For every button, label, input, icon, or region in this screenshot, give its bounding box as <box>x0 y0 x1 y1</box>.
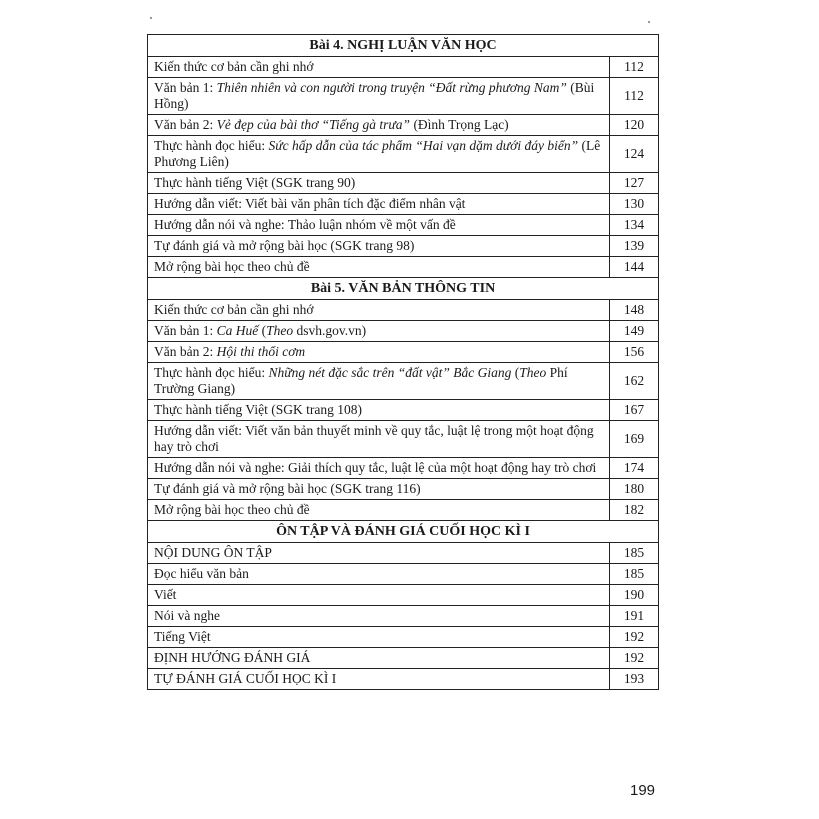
toc-row <box>148 606 659 627</box>
toc-entry-italic-text: Những nét đặc sắc trên “đất vật” Bắc Giang <box>268 365 512 380</box>
toc-entry-italic-text: Theo <box>266 323 294 338</box>
toc-row <box>148 136 659 173</box>
toc-entry-text: ( <box>258 323 267 338</box>
toc-entry-title <box>148 479 610 500</box>
toc-entry-text: NỘI DUNG ÔN TẬP <box>154 545 272 560</box>
toc-row <box>148 648 659 669</box>
toc-entry-text: Văn bản 2: <box>154 344 217 359</box>
toc-entry-page: 167 <box>610 400 659 421</box>
toc-row <box>148 57 659 78</box>
toc-entry-text: (Đình Trọng Lạc) <box>410 117 509 132</box>
toc-entry-title <box>148 585 610 606</box>
toc-row <box>148 458 659 479</box>
toc-entry-text: TỰ ĐÁNH GIÁ CUỐI HỌC KÌ I <box>154 671 337 686</box>
toc-entry-title <box>148 669 610 690</box>
toc-body <box>148 35 659 690</box>
toc-entry-text: Thực hành đọc hiểu: <box>154 138 269 153</box>
toc-entry-title <box>148 342 610 363</box>
section-header <box>148 35 659 57</box>
toc-entry-text: Mở rộng bài học theo chủ đề <box>154 259 310 274</box>
toc-entry-text: Hướng dẫn nói và nghe: Thảo luận nhóm về một vấn đề <box>154 217 456 232</box>
toc-row <box>148 300 659 321</box>
toc-entry-italic-text: Vẻ đẹp của bài thơ “Tiếng gà trưa” <box>216 117 411 132</box>
toc-entry-page: 120 <box>610 115 659 136</box>
toc-entry-page: 190 <box>610 585 659 606</box>
toc-row <box>148 215 659 236</box>
toc-entry-title <box>148 173 610 194</box>
toc-row <box>148 257 659 278</box>
toc-entry-title <box>148 257 610 278</box>
toc-entry-text: Hướng dẫn viết: Viết văn bản thuyết minh về quy tắc, luật lệ trong một hoạt động hay trò chơi <box>154 423 594 454</box>
toc-entry-text: Nói và nghe <box>154 608 220 623</box>
toc-entry-text: Tiếng Việt <box>154 629 211 644</box>
toc-entry-title <box>148 136 610 173</box>
toc-entry-text: Hướng dẫn nói và nghe: Giải thích quy tắc, luật lệ của một hoạt động hay trò chơi <box>154 460 597 475</box>
section-header <box>148 278 659 300</box>
toc-entry-title <box>148 606 610 627</box>
toc-entry-page: 139 <box>610 236 659 257</box>
toc-entry-title <box>148 363 610 400</box>
toc-row <box>148 173 659 194</box>
section-title: Bài 5. VĂN BẢN THÔNG TIN <box>148 278 659 300</box>
toc-entry-page: 192 <box>610 648 659 669</box>
toc-entry-page: 162 <box>610 363 659 400</box>
toc-row <box>148 78 659 115</box>
toc-entry-title <box>148 648 610 669</box>
toc-entry-text: Thực hành đọc hiểu: <box>154 365 269 380</box>
toc-entry-italic-text: Thiên nhiên và con người trong truyện “Đất rừng phương Nam” <box>216 80 567 95</box>
toc-entry-text: Văn bản 1: <box>154 80 217 95</box>
toc-entry-page: 144 <box>610 257 659 278</box>
toc-entry-text: Tự đánh giá và mở rộng bài học (SGK trang 98) <box>154 238 415 253</box>
toc-entry-title <box>148 115 610 136</box>
toc-entry-page: 182 <box>610 500 659 521</box>
toc-row <box>148 627 659 648</box>
toc-row <box>148 236 659 257</box>
toc-entry-text: Kiến thức cơ bản cần ghi nhớ <box>154 302 314 317</box>
toc-row <box>148 500 659 521</box>
toc-entry-text: Mở rộng bài học theo chủ đề <box>154 502 310 517</box>
toc-entry-text: Kiến thức cơ bản cần ghi nhớ <box>154 59 314 74</box>
toc-row <box>148 543 659 564</box>
toc-entry-page: 148 <box>610 300 659 321</box>
toc-entry-title <box>148 543 610 564</box>
toc-entry-italic-text: Theo <box>519 365 547 380</box>
toc-entry-text: ĐỊNH HƯỚNG ĐÁNH GIÁ <box>154 650 311 665</box>
toc-entry-text: (Bùi Hồng) <box>154 80 595 111</box>
toc-entry-page: 127 <box>610 173 659 194</box>
toc-entry-page: 174 <box>610 458 659 479</box>
toc-entry-title <box>148 564 610 585</box>
toc-entry-text: Viết <box>154 587 177 602</box>
toc-entry-title <box>148 421 610 458</box>
toc-entry-text: (Lê Phương Liên) <box>154 138 601 169</box>
section-header <box>148 521 659 543</box>
toc-entry-title <box>148 57 610 78</box>
toc-entry-title <box>148 78 610 115</box>
toc-entry-title <box>148 321 610 342</box>
toc-row <box>148 421 659 458</box>
table-of-contents <box>147 34 659 690</box>
toc-entry-text: Hướng dẫn viết: Viết bài văn phân tích đặc điểm nhân vật <box>154 196 466 211</box>
toc-entry-title <box>148 215 610 236</box>
toc-entry-page: 185 <box>610 543 659 564</box>
toc-entry-page: 156 <box>610 342 659 363</box>
toc-entry-text: Văn bản 1: <box>154 323 217 338</box>
toc-row <box>148 363 659 400</box>
toc-row <box>148 321 659 342</box>
toc-entry-title <box>148 500 610 521</box>
toc-entry-text: ( <box>511 365 520 380</box>
toc-entry-italic-text: Sức hấp dẫn của tác phẩm “Hai vạn dặm dưới đáy biển” <box>268 138 579 153</box>
toc-entry-page: 112 <box>610 57 659 78</box>
toc-entry-title <box>148 194 610 215</box>
toc-entry-page: 180 <box>610 479 659 500</box>
scan-speck <box>648 21 650 23</box>
toc-row <box>148 564 659 585</box>
section-title: Bài 4. NGHỊ LUẬN VĂN HỌC <box>148 35 659 57</box>
toc-entry-title <box>148 627 610 648</box>
toc-row <box>148 479 659 500</box>
toc-entry-italic-text: Ca Huế <box>216 323 259 338</box>
toc-entry-text: Phí Trường Giang) <box>154 365 568 396</box>
scan-speck <box>150 17 152 19</box>
toc-entry-text: Thực hành tiếng Việt (SGK trang 90) <box>154 175 356 190</box>
toc-row <box>148 115 659 136</box>
toc-entry-page: 149 <box>610 321 659 342</box>
toc-entry-page: 169 <box>610 421 659 458</box>
toc-row <box>148 342 659 363</box>
toc-row <box>148 400 659 421</box>
toc-entry-page: 112 <box>610 78 659 115</box>
toc-entry-page: 185 <box>610 564 659 585</box>
toc-entry-page: 193 <box>610 669 659 690</box>
toc-row <box>148 585 659 606</box>
toc-entry-title <box>148 458 610 479</box>
toc-entry-title <box>148 400 610 421</box>
toc-entry-page: 134 <box>610 215 659 236</box>
section-title: ÔN TẬP VÀ ĐÁNH GIÁ CUỐI HỌC KÌ I <box>148 521 659 543</box>
toc-entry-title <box>148 236 610 257</box>
toc-entry-text: Thực hành tiếng Việt (SGK trang 108) <box>154 402 362 417</box>
toc-entry-text: Văn bản 2: <box>154 117 217 132</box>
toc-entry-page: 130 <box>610 194 659 215</box>
toc-entry-title <box>148 300 610 321</box>
toc-row <box>148 669 659 690</box>
toc-entry-text: Đọc hiểu văn bản <box>154 566 249 581</box>
toc-entry-italic-text: Hội thi thổi cơm <box>216 344 306 359</box>
toc-entry-page: 191 <box>610 606 659 627</box>
toc-entry-text: dsvh.gov.vn) <box>293 323 367 338</box>
toc-entry-page: 124 <box>610 136 659 173</box>
toc-entry-page: 192 <box>610 627 659 648</box>
toc-entry-text: Tự đánh giá và mở rộng bài học (SGK trang 116) <box>154 481 421 496</box>
page-number: 199 <box>630 782 656 799</box>
toc-row <box>148 194 659 215</box>
